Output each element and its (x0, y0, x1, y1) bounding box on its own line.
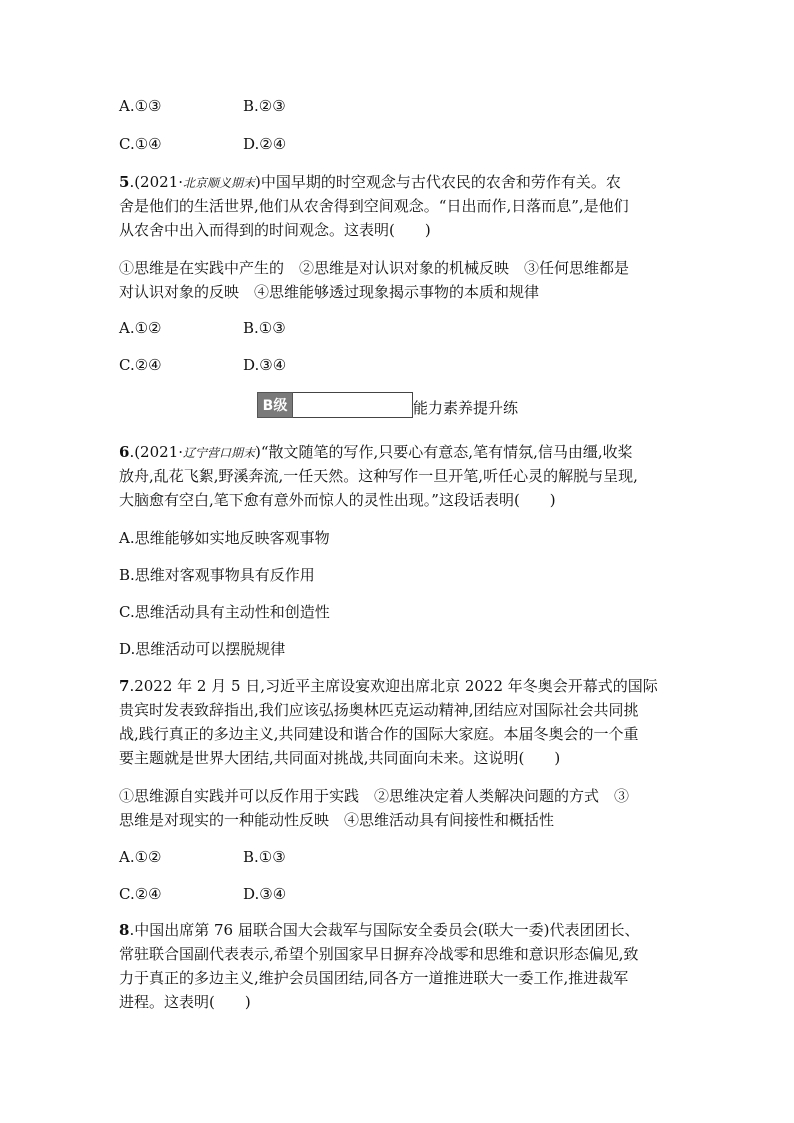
q7-number: 7 (119, 677, 130, 695)
section-level-badge: B级 (257, 392, 293, 418)
q4-option-a: A.①③ (119, 97, 162, 115)
q7-statements-line-1: ①思维源自实践并可以反作用于实践 ②思维决定着人类解决问题的方式 ③ (119, 787, 630, 805)
q6-source: 辽宁营口期末 (183, 446, 256, 460)
q5-number: 5 (119, 173, 130, 191)
q4-option-c: C.①④ (119, 135, 162, 153)
q7-option-a: A.①② (119, 848, 162, 866)
q4-option-d: D.②④ (243, 135, 287, 153)
q5-stem-text-1: )中国早期的时空观念与古代农民的农舍和劳作有关。农 (255, 173, 621, 191)
q8-stem-line-4: 进程。这表明( ) (119, 993, 251, 1011)
q7-stem-line-2: 贵宾时发表致辞指出,我们应该弘扬奥林匹克运动精神,团结应对国际社会共同挑 (119, 701, 639, 719)
q7-option-c: C.②④ (119, 885, 162, 903)
q8-number: 8 (119, 921, 130, 939)
q4-option-b: B.②③ (243, 97, 286, 115)
q5-statements-line-2: 对认识对象的反映 ④思维能够透过现象揭示事物的本质和规律 (119, 283, 540, 301)
q8-stem-line-3: 力于真正的多边主义,维护会员国团结,同各方一道推进联大一委工作,推进裁军 (119, 969, 629, 987)
q6-number: 6 (119, 443, 130, 461)
q6-stem-line-2: 放舟,乱花飞絮,野溪奔流,一任天然。这种写作一旦开笔,听任心灵的解脱与呈现, (119, 467, 638, 485)
q7-option-d: D.③④ (243, 885, 287, 903)
section-title: 能力素养提升练 (413, 399, 519, 417)
q6-source-open: .(2021· (129, 443, 183, 461)
q6-option-c: C.思维活动具有主动性和创造性 (119, 603, 330, 621)
q8-stem-line-2: 常驻联合国副代表表示,希望个别国家早日摒弃冷战零和思维和意识形态偏见,致 (119, 945, 639, 963)
q6-stem-line-1 (119, 442, 633, 463)
q7-statements-line-2: 思维是对现实的一种能动性反映 ④思维活动具有间接性和概括性 (119, 811, 555, 829)
q5-stem-line-3: 从农舍中出入而得到的时间观念。这表明( ) (119, 221, 431, 239)
q6-stem-line-3: 大脑愈有空白,笔下愈有意外而惊人的灵性出现。”这段话表明( ) (119, 491, 556, 509)
q8-stem-text-1: .中国出席第 76 届联合国大会裁军与国际安全委员会(联大一委)代表团团长、 (129, 921, 640, 939)
q5-option-d: D.③④ (243, 356, 287, 374)
q7-stem-line-3: 战,践行真正的多边主义,共同建设和谐合作的国际大家庭。本届冬奥会的一个重 (119, 725, 639, 743)
q8-stem-line-1 (119, 920, 640, 940)
q5-stem-line-1 (119, 172, 621, 193)
q7-option-b: B.①③ (243, 848, 286, 866)
q5-option-b: B.①③ (243, 319, 286, 337)
q6-option-d: D.思维活动可以摆脱规律 (119, 640, 286, 658)
q5-stem-line-2: 舍是他们的生活世界,他们从农舍得到空间观念。“日出而作,日落而息”,是他们 (119, 197, 629, 215)
q6-option-b: B.思维对客观事物具有反作用 (119, 566, 315, 584)
q7-stem-line-1 (119, 676, 658, 696)
q5-statements-line-1: ①思维是在实践中产生的 ②思维是对认识对象的机械反映 ③任何思维都是 (119, 259, 630, 277)
q6-option-a: A.思维能够如实地反映客观事物 (119, 529, 330, 547)
q5-source-open: .(2021· (129, 173, 183, 191)
q7-stem-text-1: .2022 年 2 月 5 日,习近平主席设宴欢迎出席北京 2022 年冬奥会开幕式的国际 (129, 677, 658, 695)
section-header (257, 392, 518, 418)
section-label-box (293, 392, 413, 418)
q7-stem-line-4: 要主题就是世界大团结,共同面对挑战,共同面向未来。这说明( ) (119, 749, 561, 767)
q5-option-a: A.①② (119, 319, 162, 337)
q6-stem-text-1: )“散文随笔的写作,只要心有意态,笔有情氛,信马由缰,收桨 (255, 443, 633, 461)
q5-option-c: C.②④ (119, 356, 162, 374)
q5-source: 北京顺义期末 (183, 176, 256, 190)
